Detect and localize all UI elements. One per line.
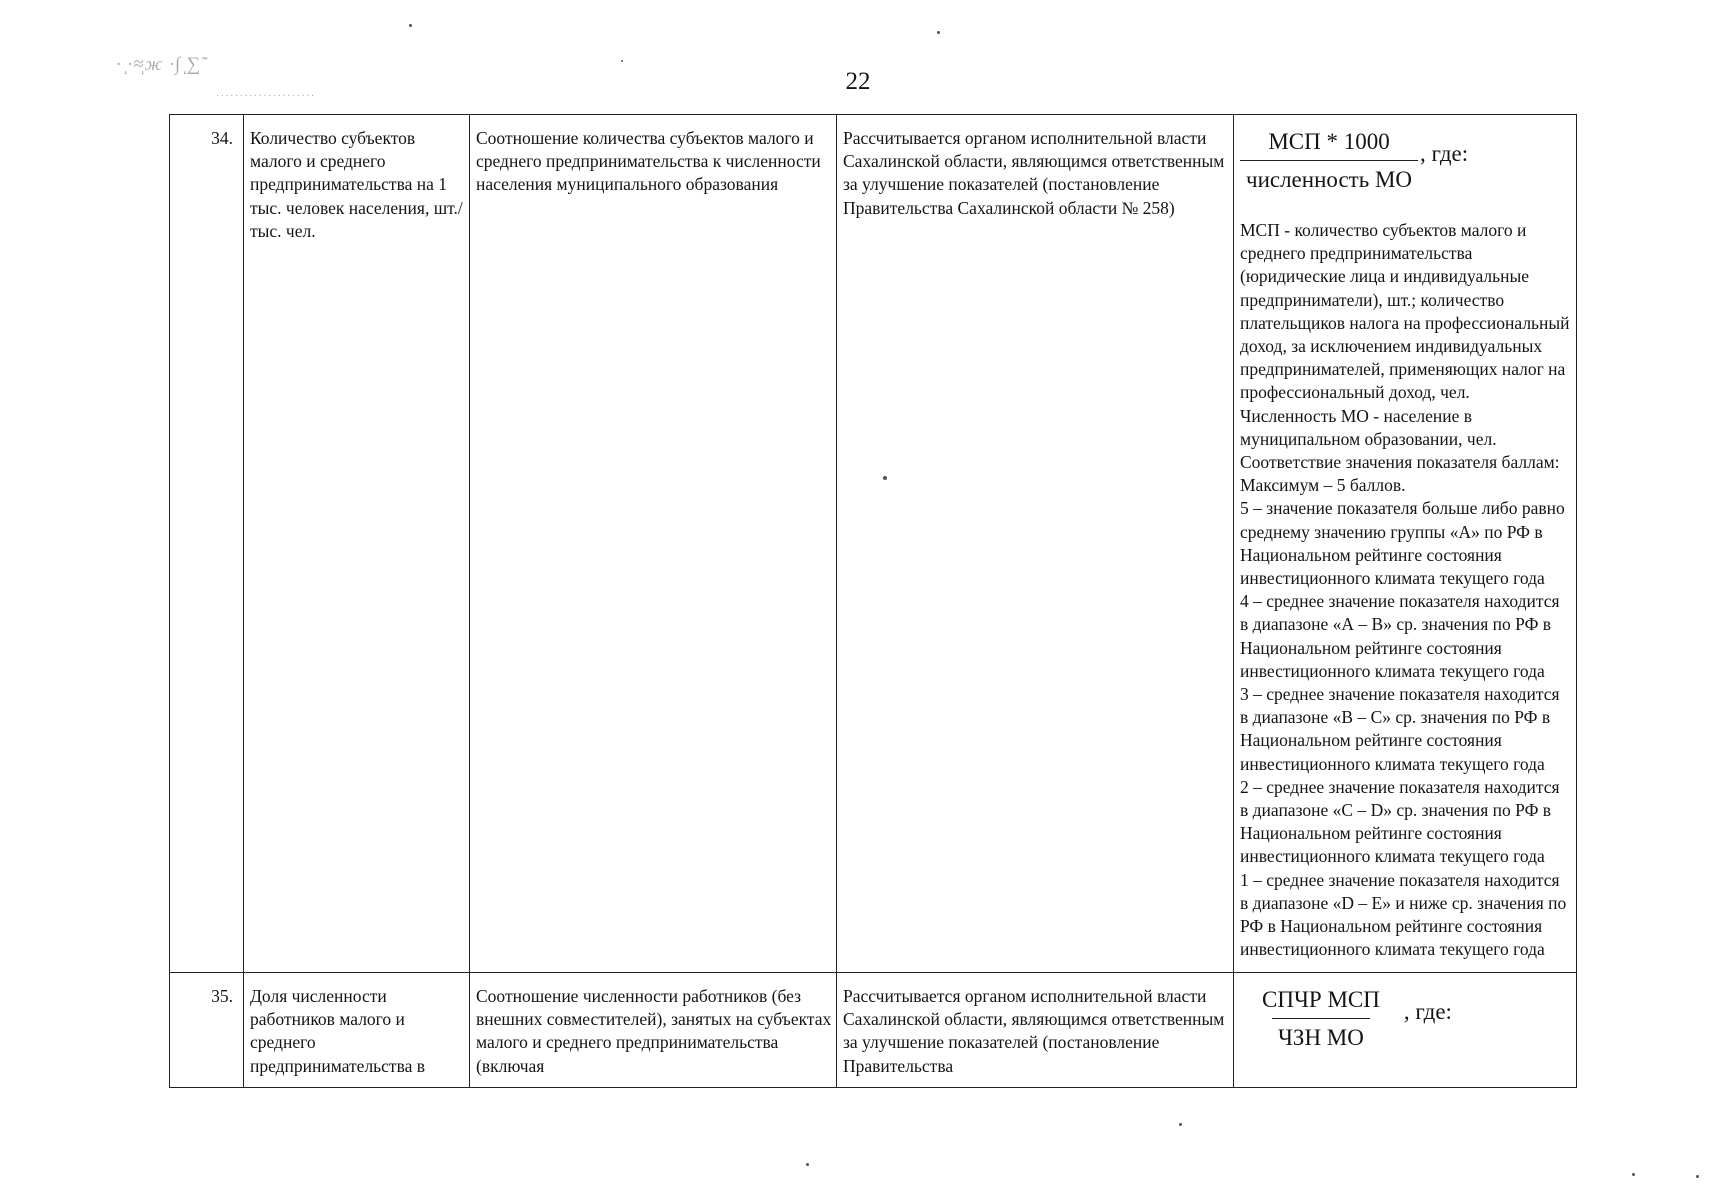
formula-denominator: ЧЗН МО	[1272, 1018, 1370, 1053]
formula	[1240, 127, 1572, 195]
explanation-paragraph: 4 – среднее значение показателя находится в диапазоне «А – В» ср. значения по РФ в Национальном рейтинге состояния инвестиционного климата текущего года	[1240, 591, 1560, 681]
indicator-responsible: Рассчитывается органом исполнительной власти Сахалинской области, являющимся ответственным за улучшение показателей (постановление Правительства Сахалинской области № 258)	[837, 115, 1234, 973]
scan-speck	[1179, 1123, 1182, 1126]
scan-speck	[883, 476, 887, 480]
formula-numerator: МСП * 1000	[1268, 129, 1390, 154]
explanation-paragraph: Максимум – 5 баллов.	[1240, 475, 1406, 496]
scan-speck	[1632, 1173, 1635, 1176]
formula-denominator: численность МО	[1240, 160, 1418, 195]
row-number: 34.	[170, 115, 244, 973]
formula-fraction	[1240, 127, 1418, 195]
table-row	[170, 973, 1577, 1088]
scan-speck	[937, 31, 940, 34]
scan-speck	[409, 24, 412, 27]
explanation-paragraph: 2 – среднее значение показателя находится в диапазоне «С – D» ср. значения по РФ в Национальном рейтинге состояния инвестиционного климата текущего года	[1240, 776, 1560, 867]
stamp-text-2: ·····················	[216, 90, 316, 102]
explanation-paragraph: Соответствие значения показателя баллам:	[1240, 452, 1560, 473]
stamp-text: · ͅ·≈ͅж ·∫ ͅ∑̃	[116, 54, 202, 75]
formula-suffix: , где:	[1420, 141, 1469, 167]
table-row	[170, 115, 1577, 973]
explanation-paragraph: МСП - количество субъектов малого и среднего предпринимательства (юридические лица и индивидуальные предприниматели), шт.; количество плательщиков налога на профессиональный доход, за исключением индивидуальных предпринимателей, применяющих налог на профессиональный доход, чел.	[1240, 220, 1570, 403]
scan-speck	[806, 1163, 809, 1166]
scan-speck	[1696, 1175, 1699, 1178]
page-number: 22	[845, 68, 871, 95]
explanation-paragraph: 3 – среднее значение показателя находится в диапазоне «В – С» ср. значения по РФ в Национальном рейтинге состояния инвестиционного климата текущего года	[1240, 684, 1560, 774]
indicator-definition: Соотношение численности работников (без внешних совместителей), занятых на субъектах малого и среднего предпринимательства (включая	[470, 973, 837, 1088]
indicators-table	[169, 114, 1577, 1088]
indicator-formula-cell	[1234, 115, 1577, 973]
scan-speck	[621, 60, 623, 62]
indicator-responsible: Рассчитывается органом исполнительной власти Сахалинской области, являющимся ответственным за улучшение показателей (постановление Правительства	[837, 973, 1234, 1088]
indicator-name: Доля численности работников малого и среднего предпринимательства в	[244, 973, 470, 1088]
indicator-name: Количество субъектов малого и среднего предпринимательства на 1 тыс. человек населения, шт./тыс. чел.	[244, 115, 470, 973]
formula	[1240, 985, 1572, 1053]
formula-explanation	[1240, 219, 1572, 962]
formula-suffix: , где:	[1403, 999, 1452, 1025]
faded-stamp	[116, 54, 346, 112]
indicator-formula-cell	[1234, 973, 1577, 1088]
explanation-paragraph: 1 – среднее значение показателя находится в диапазоне «D – E» и ниже ср. значения по РФ в Национальном рейтинге состояния инвестиционного климата текущего года	[1240, 869, 1567, 960]
explanation-paragraph: 5 – значение показателя больше либо равно среднему значению группы «А» по РФ в Национальном рейтинге состояния инвестиционного климата текущего года	[1240, 498, 1565, 589]
explanation-paragraph: Численность МО - население в муниципальном образовании, чел.	[1240, 405, 1497, 449]
indicator-definition: Соотношение количества субъектов малого и среднего предпринимательства к численности населения муниципального образования	[470, 115, 837, 973]
formula-fraction	[1240, 985, 1402, 1053]
row-number: 35.	[170, 973, 244, 1088]
formula-numerator: СПЧР МСП	[1262, 987, 1380, 1012]
